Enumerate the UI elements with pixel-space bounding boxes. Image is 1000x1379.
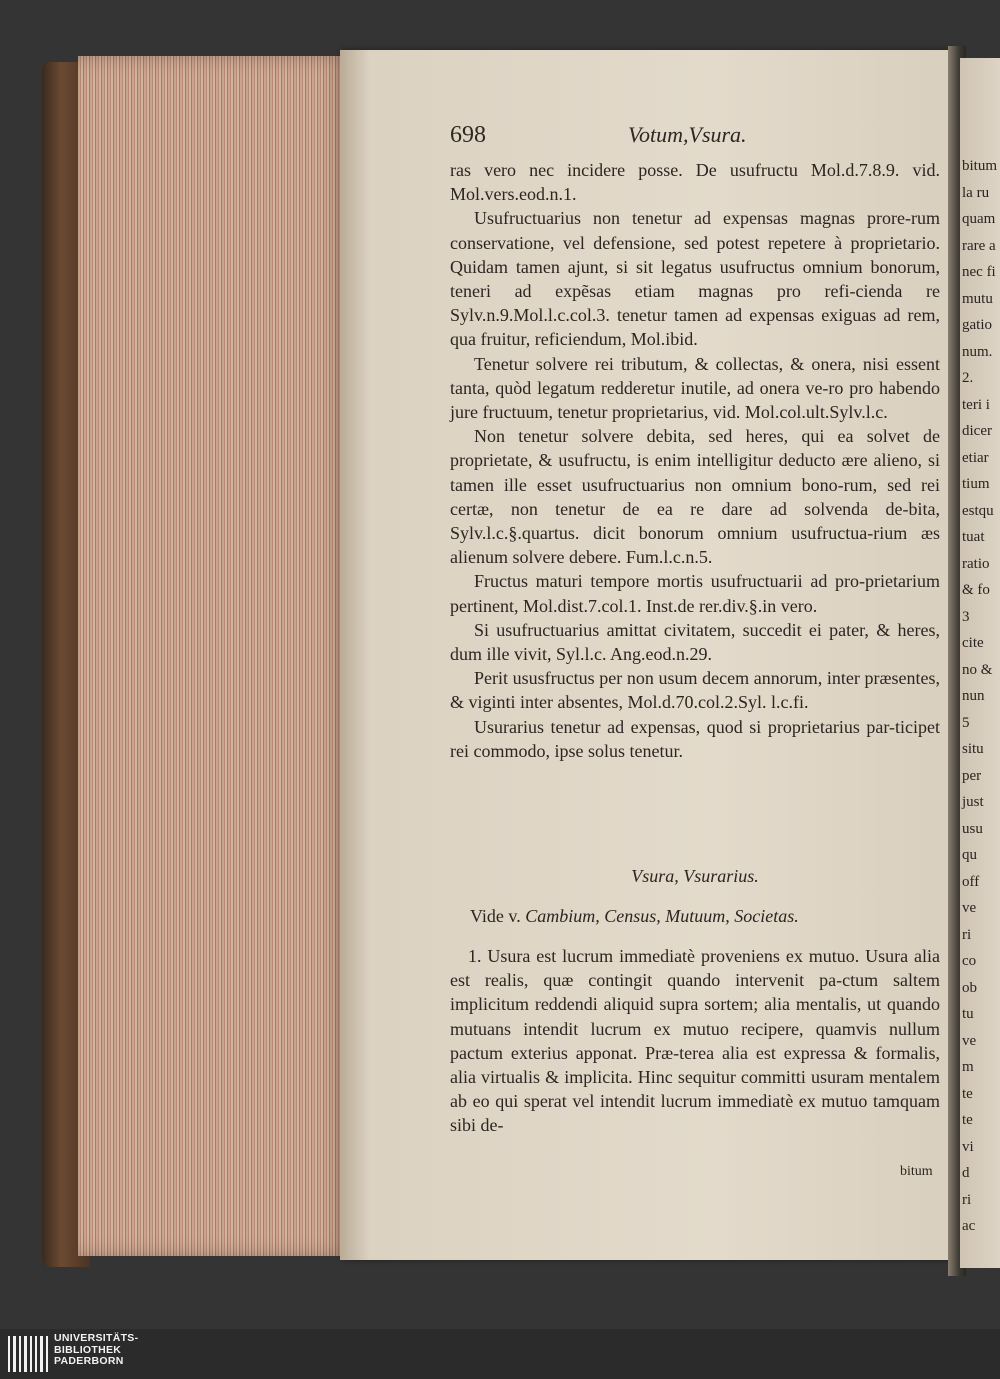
next-page-fragment-line: ac — [962, 1218, 976, 1234]
next-page-fragment-line: per — [962, 767, 982, 784]
paragraph: Usufructuarius non tenetur ad expensas magnas prore-rum conservatione, vel defensione, sed potest repetere à proprietario. Quidam tamen ajunt, si sit legatus usufructus omnium bonorum, teneri ad expẽsas etiam magnas pro refi-cienda re Sylv.n.9.Mol.l.c.col.3. tenetur tamen ad expensas exiguas ad rem, qua fruitur, reficiendum, Mol.ibid. — [450, 208, 940, 350]
next-page-fragment-line: 2. — [962, 370, 974, 386]
paragraph: Fructus maturi tempore mortis usufructuarii ad pro-prietarium pertinent, Mol.dist.7.col.1. Inst.de rer.div.§.in vero. — [450, 571, 940, 616]
next-page-fragment-line: gatio — [962, 317, 992, 333]
next-page-fragment-line: num. — [962, 343, 993, 360]
paragraph: ras vero nec incidere posse. De usufructu Mol.d.7.8.9. vid. Mol.vers.eod.n.1. — [450, 160, 940, 205]
next-page-fragment-line: quam — [962, 211, 996, 227]
next-page-fragment-line: no & — [962, 661, 993, 678]
next-page-fragment-line: te — [962, 1112, 973, 1128]
next-page-fragment-line: m — [962, 1059, 974, 1075]
next-page-fragment-line: 3 — [962, 608, 970, 625]
vide-refs: Cambium, Census, Mutuum, Societas. — [525, 906, 799, 926]
next-page-fragment-line: ratio — [962, 555, 990, 572]
next-page-fragment-line: rare a — [962, 237, 996, 254]
next-page-fragment-line: co — [962, 953, 977, 969]
next-page-fragment-line: vi — [962, 1138, 974, 1155]
next-page-fragment-line: nun — [962, 688, 985, 704]
library-logo-text — [54, 1333, 138, 1368]
next-page-fragment-line: d — [962, 1165, 970, 1181]
next-page-fragment-line: & fo — [962, 582, 990, 598]
logo-line: BIBLIOTHEK — [54, 1343, 122, 1356]
next-page-fragment-line: dicer — [962, 423, 992, 439]
next-page-fragment-line: teri i — [962, 396, 990, 413]
page-number: 698 — [450, 122, 486, 148]
next-page-fragment-line: ob — [962, 979, 977, 996]
next-page-fragment-line: estqu — [962, 502, 994, 519]
paragraph: 1. Usura est lucrum immediatè proveniens ex mutuo. Usura alia est realis, quæ contingit quando intervenit pa-ctum saltem implicitum reddendi aliquid supra sortem; alia mentalis, ut quando mutuans intendit lucrum ex mutuo recipere, quamvis nullum pactum exterius apponat. Præ-terea alia est expressa & formalis, alia virtualis & implicita. Hinc sequitur committi usuram mentalem ab eo qui sperat vel intendit lucrum immediatè ex mutuo tamquam sibi de- — [450, 946, 940, 1136]
running-head: Votum,Vsura. — [628, 122, 747, 147]
paragraph: Usurarius tenetur ad expensas, quod si proprietarius par-ticipet rei commodo, ipse solus tenetur. — [450, 716, 940, 761]
next-page-fragment-line: etiar — [962, 449, 989, 466]
next-page-fragment-line: ve — [962, 1032, 977, 1049]
body-text-top — [450, 158, 940, 763]
next-page-fragment-line: tuat — [962, 529, 985, 545]
section-heading: Vsura, Vsurarius. — [631, 866, 759, 886]
next-page-fragment — [960, 58, 1000, 1268]
next-page-fragment-line: qu — [962, 847, 977, 863]
page-edges — [78, 56, 348, 1256]
next-page-fragment-line: off — [962, 873, 980, 890]
next-page-fragment-line: la ru — [962, 184, 990, 201]
next-page-fragment-line: situ — [962, 741, 984, 757]
paragraph: Tenetur solvere rei tributum, & collectas, & onera, nisi essent tanta, quòd legatum redderetur inutile, ad onera ve-ro pro habendo jure fructuum, tenetur proprietarius, vid. Mol.col.ult.Sylv.l.c. — [450, 353, 940, 423]
next-page-fragment-line: ri — [962, 1191, 972, 1208]
cross-reference — [470, 906, 940, 927]
next-page-fragment-line: bitum — [962, 158, 998, 174]
next-page-fragment-line: tium — [962, 476, 990, 492]
paragraph: Perit ususfructus per non usum decem annorum, inter præsentes, & viginti inter absentes, Mol.d.70.col.2.Syl. l.c.fi. — [450, 668, 940, 713]
page-header — [450, 122, 950, 152]
catchword: bitum — [900, 1164, 933, 1179]
next-page-fragment-line: tu — [962, 1006, 974, 1022]
next-page-fragment-line: te — [962, 1085, 973, 1102]
vide-prefix: Vide v. — [470, 906, 521, 926]
next-page-fragment-line: 5 — [962, 714, 970, 731]
next-page-fragment-line: mutu — [962, 290, 993, 307]
logo-line: PADERBORN — [54, 1355, 124, 1367]
next-page-fragment-line: usu — [962, 820, 983, 837]
next-page-fragment-line: ri — [962, 926, 972, 943]
next-page-fragment-line: cite — [962, 635, 984, 651]
library-logo-icon — [8, 1336, 48, 1372]
body-text-bottom — [450, 944, 940, 1138]
next-page-fragment-line: just — [962, 794, 984, 810]
next-page-fragment-line: nec fi — [962, 264, 996, 280]
paragraph: Non tenetur solvere debita, sed heres, qui ea solvet de proprietate, & usufructu, is enim intelligitur deducto ære alieno, si tamen ille esset usufructuarius non omnium bono-rum, sed rei certæ, non tenetur de ea re dare ad solvenda de-bita, Sylv.l.c.§.quartus. dicit bonorum omnium usufructua-rium æs alienum solvere debere. Fum.l.c.n.5. — [450, 426, 940, 568]
next-page-fragment-line: ve — [962, 900, 977, 916]
footer-bar — [0, 1329, 1000, 1379]
logo-line: UNIVERSITÄTS- — [54, 1332, 139, 1344]
paragraph: Si usufructuarius amittat civitatem, succedit ei pater, & heres, dum ille vivit, Syl.l.c. Ang.eod.n.29. — [450, 619, 940, 665]
